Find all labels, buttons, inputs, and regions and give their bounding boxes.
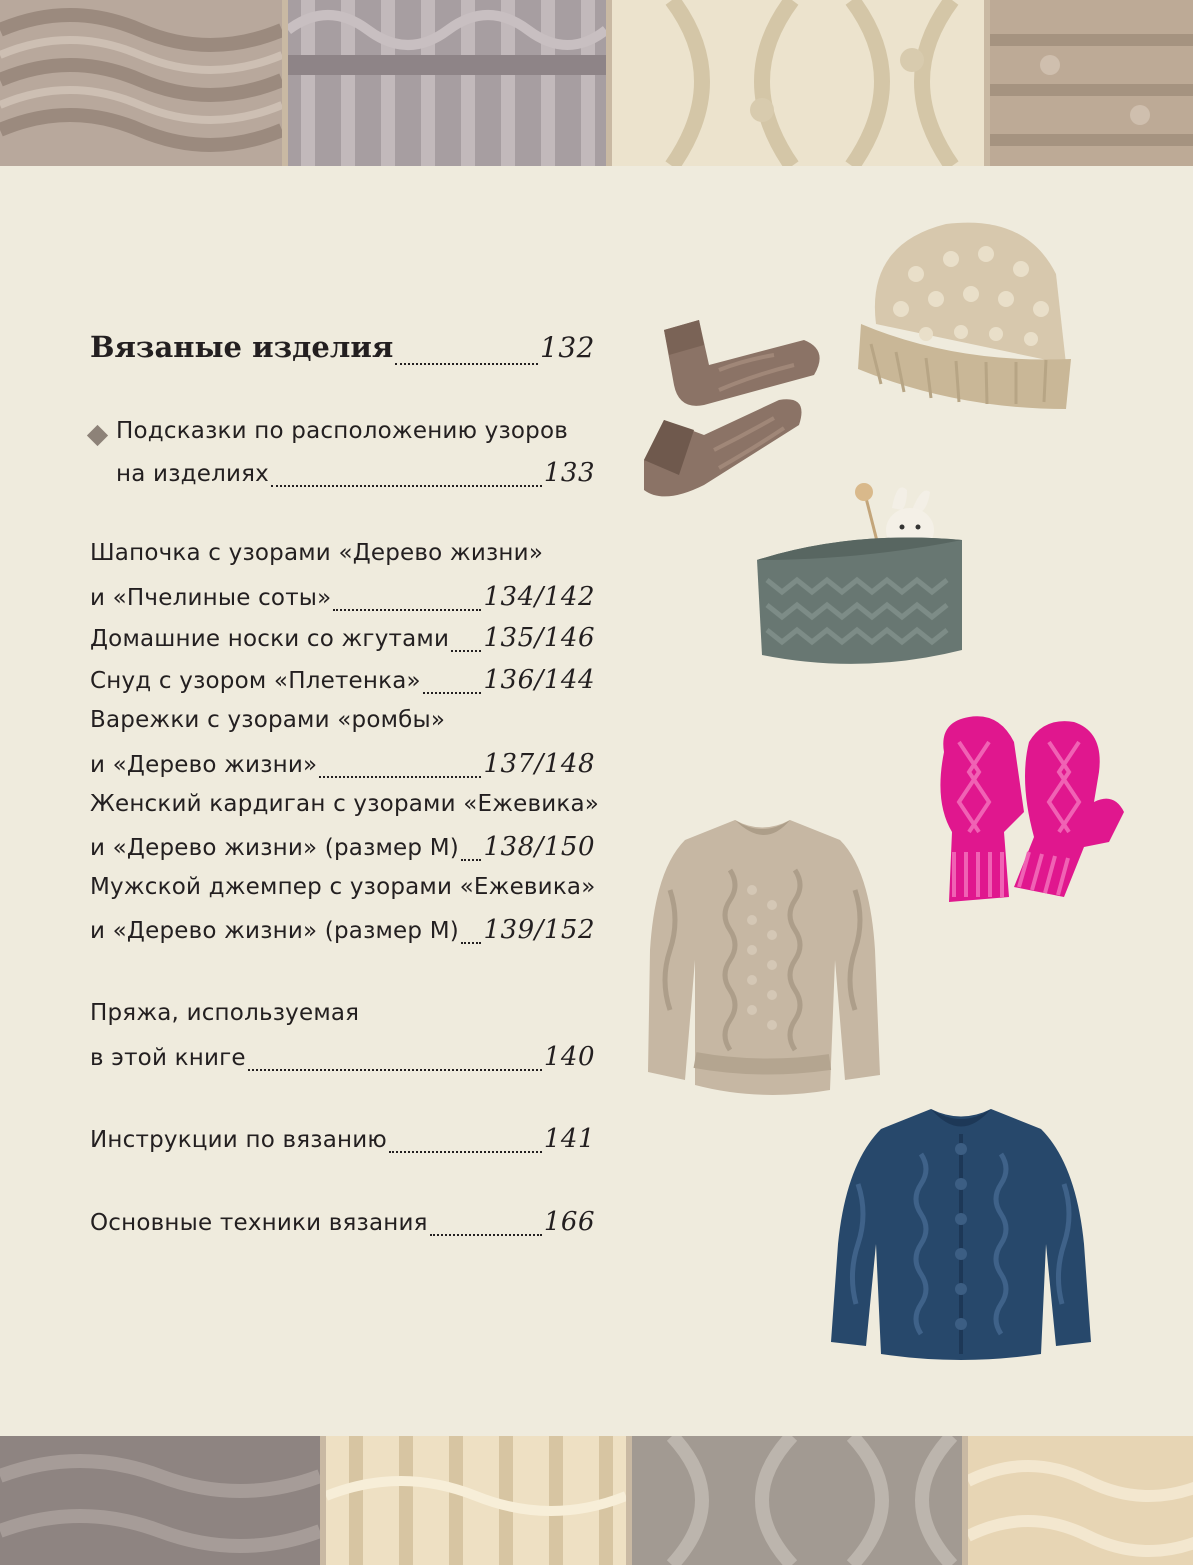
swatch-grey-cable [0, 0, 288, 166]
toc-entry-yarn-line1[interactable] [90, 1000, 595, 1040]
toc-entry-tips[interactable] [116, 458, 595, 498]
toc-page-number: 135/146 [483, 623, 595, 653]
toc-page-number: 134/142 [483, 582, 595, 612]
toc-entry-label: и «Дерево жизни» (размер М) [90, 918, 459, 944]
swatch-taupe-cable [0, 1436, 326, 1565]
toc-page-number: 136/144 [483, 665, 595, 695]
toc-entry-socks[interactable] [90, 623, 595, 663]
toc-entry-label: и «Дерево жизни» [90, 752, 318, 778]
toc-page-number: 138/150 [483, 832, 595, 862]
toc-entry-cardigan-line1[interactable] [90, 791, 600, 831]
dot-leader [333, 609, 481, 611]
swatch-taupe-bobble [990, 0, 1193, 166]
swatch-grey-aran [632, 1436, 968, 1565]
toc-entry-label: Инструкции по вязанию [90, 1127, 387, 1153]
dot-leader [451, 650, 481, 652]
toc-entry-cardigan[interactable] [90, 832, 595, 872]
toc-entry-label: Домашние носки со жгутами [90, 626, 450, 652]
toc-entry-label: Вязаные изделия [90, 330, 394, 364]
swatch-lilac-cable [288, 0, 612, 166]
snood-photo [752, 480, 968, 672]
dot-leader [271, 485, 542, 487]
toc-entry-label: Женский кардиган с узорами «Ежевика» [90, 791, 600, 817]
toc-entry-knitted-items[interactable] [90, 330, 595, 376]
swatch-cream-ribbing [326, 1436, 632, 1565]
toc-entry-yarn[interactable] [90, 1042, 595, 1082]
hat-photo [856, 214, 1078, 410]
toc-page-number: 140 [543, 1042, 595, 1072]
top-swatch-band [0, 0, 1193, 166]
dot-leader [389, 1151, 542, 1153]
dot-leader [319, 776, 481, 778]
toc-page-number: 137/148 [483, 749, 595, 779]
toc-entry-snood[interactable] [90, 665, 595, 705]
toc-page-number: 139/152 [483, 915, 595, 945]
toc-entry-techniques[interactable] [90, 1207, 595, 1247]
toc-entry-label: на изделиях [116, 461, 269, 487]
toc-entry-mittens-line1[interactable] [90, 707, 595, 747]
toc-entry-label: и «Пчелиные соты» [90, 585, 332, 611]
toc-entry-label: и «Дерево жизни» (размер М) [90, 835, 459, 861]
cardigan-photo [826, 1104, 1096, 1364]
mittens-photo [934, 712, 1134, 908]
swatch-cream-cable [968, 1436, 1193, 1565]
toc-entry-mittens[interactable] [90, 749, 595, 789]
toc-entry-hat-line1[interactable] [90, 540, 595, 580]
dot-leader [423, 692, 482, 694]
toc-page-number: 141 [543, 1124, 595, 1154]
toc-entry-sweater-line1[interactable] [90, 874, 595, 914]
dot-leader [461, 859, 482, 861]
toc-page-number: 166 [543, 1207, 595, 1237]
toc-entry-label: Подсказки по расположению узоров [116, 418, 568, 444]
sweater-photo [640, 810, 884, 1102]
toc-page-number: 132 [540, 331, 595, 364]
toc-entry-instructions[interactable] [90, 1124, 595, 1164]
toc-entry-label: Варежки с узорами «ромбы» [90, 707, 446, 733]
toc-entry-label: Мужской джемпер с узорами «Ежевика» [90, 874, 596, 900]
dot-leader [430, 1234, 542, 1236]
toc-entry-hat[interactable] [90, 582, 595, 622]
toc-entry-label: Пряжа, используемая [90, 1000, 360, 1026]
toc-entry-label: Основные техники вязания [90, 1210, 428, 1236]
toc-page-number: 133 [543, 458, 595, 488]
bottom-swatch-band [0, 1436, 1193, 1565]
dot-leader [461, 942, 482, 944]
toc-entry-tips-line1[interactable] [116, 418, 595, 458]
dot-leader [395, 363, 538, 365]
toc-entry-label: Шапочка с узорами «Дерево жизни» [90, 540, 544, 566]
toc-entry-label: в этой книге [90, 1045, 246, 1071]
swatch-cream-aran [612, 0, 990, 166]
toc-entry-label: Снуд с узором «Плетенка» [90, 668, 421, 694]
dot-leader [248, 1069, 542, 1071]
toc-entry-sweater[interactable] [90, 915, 595, 955]
